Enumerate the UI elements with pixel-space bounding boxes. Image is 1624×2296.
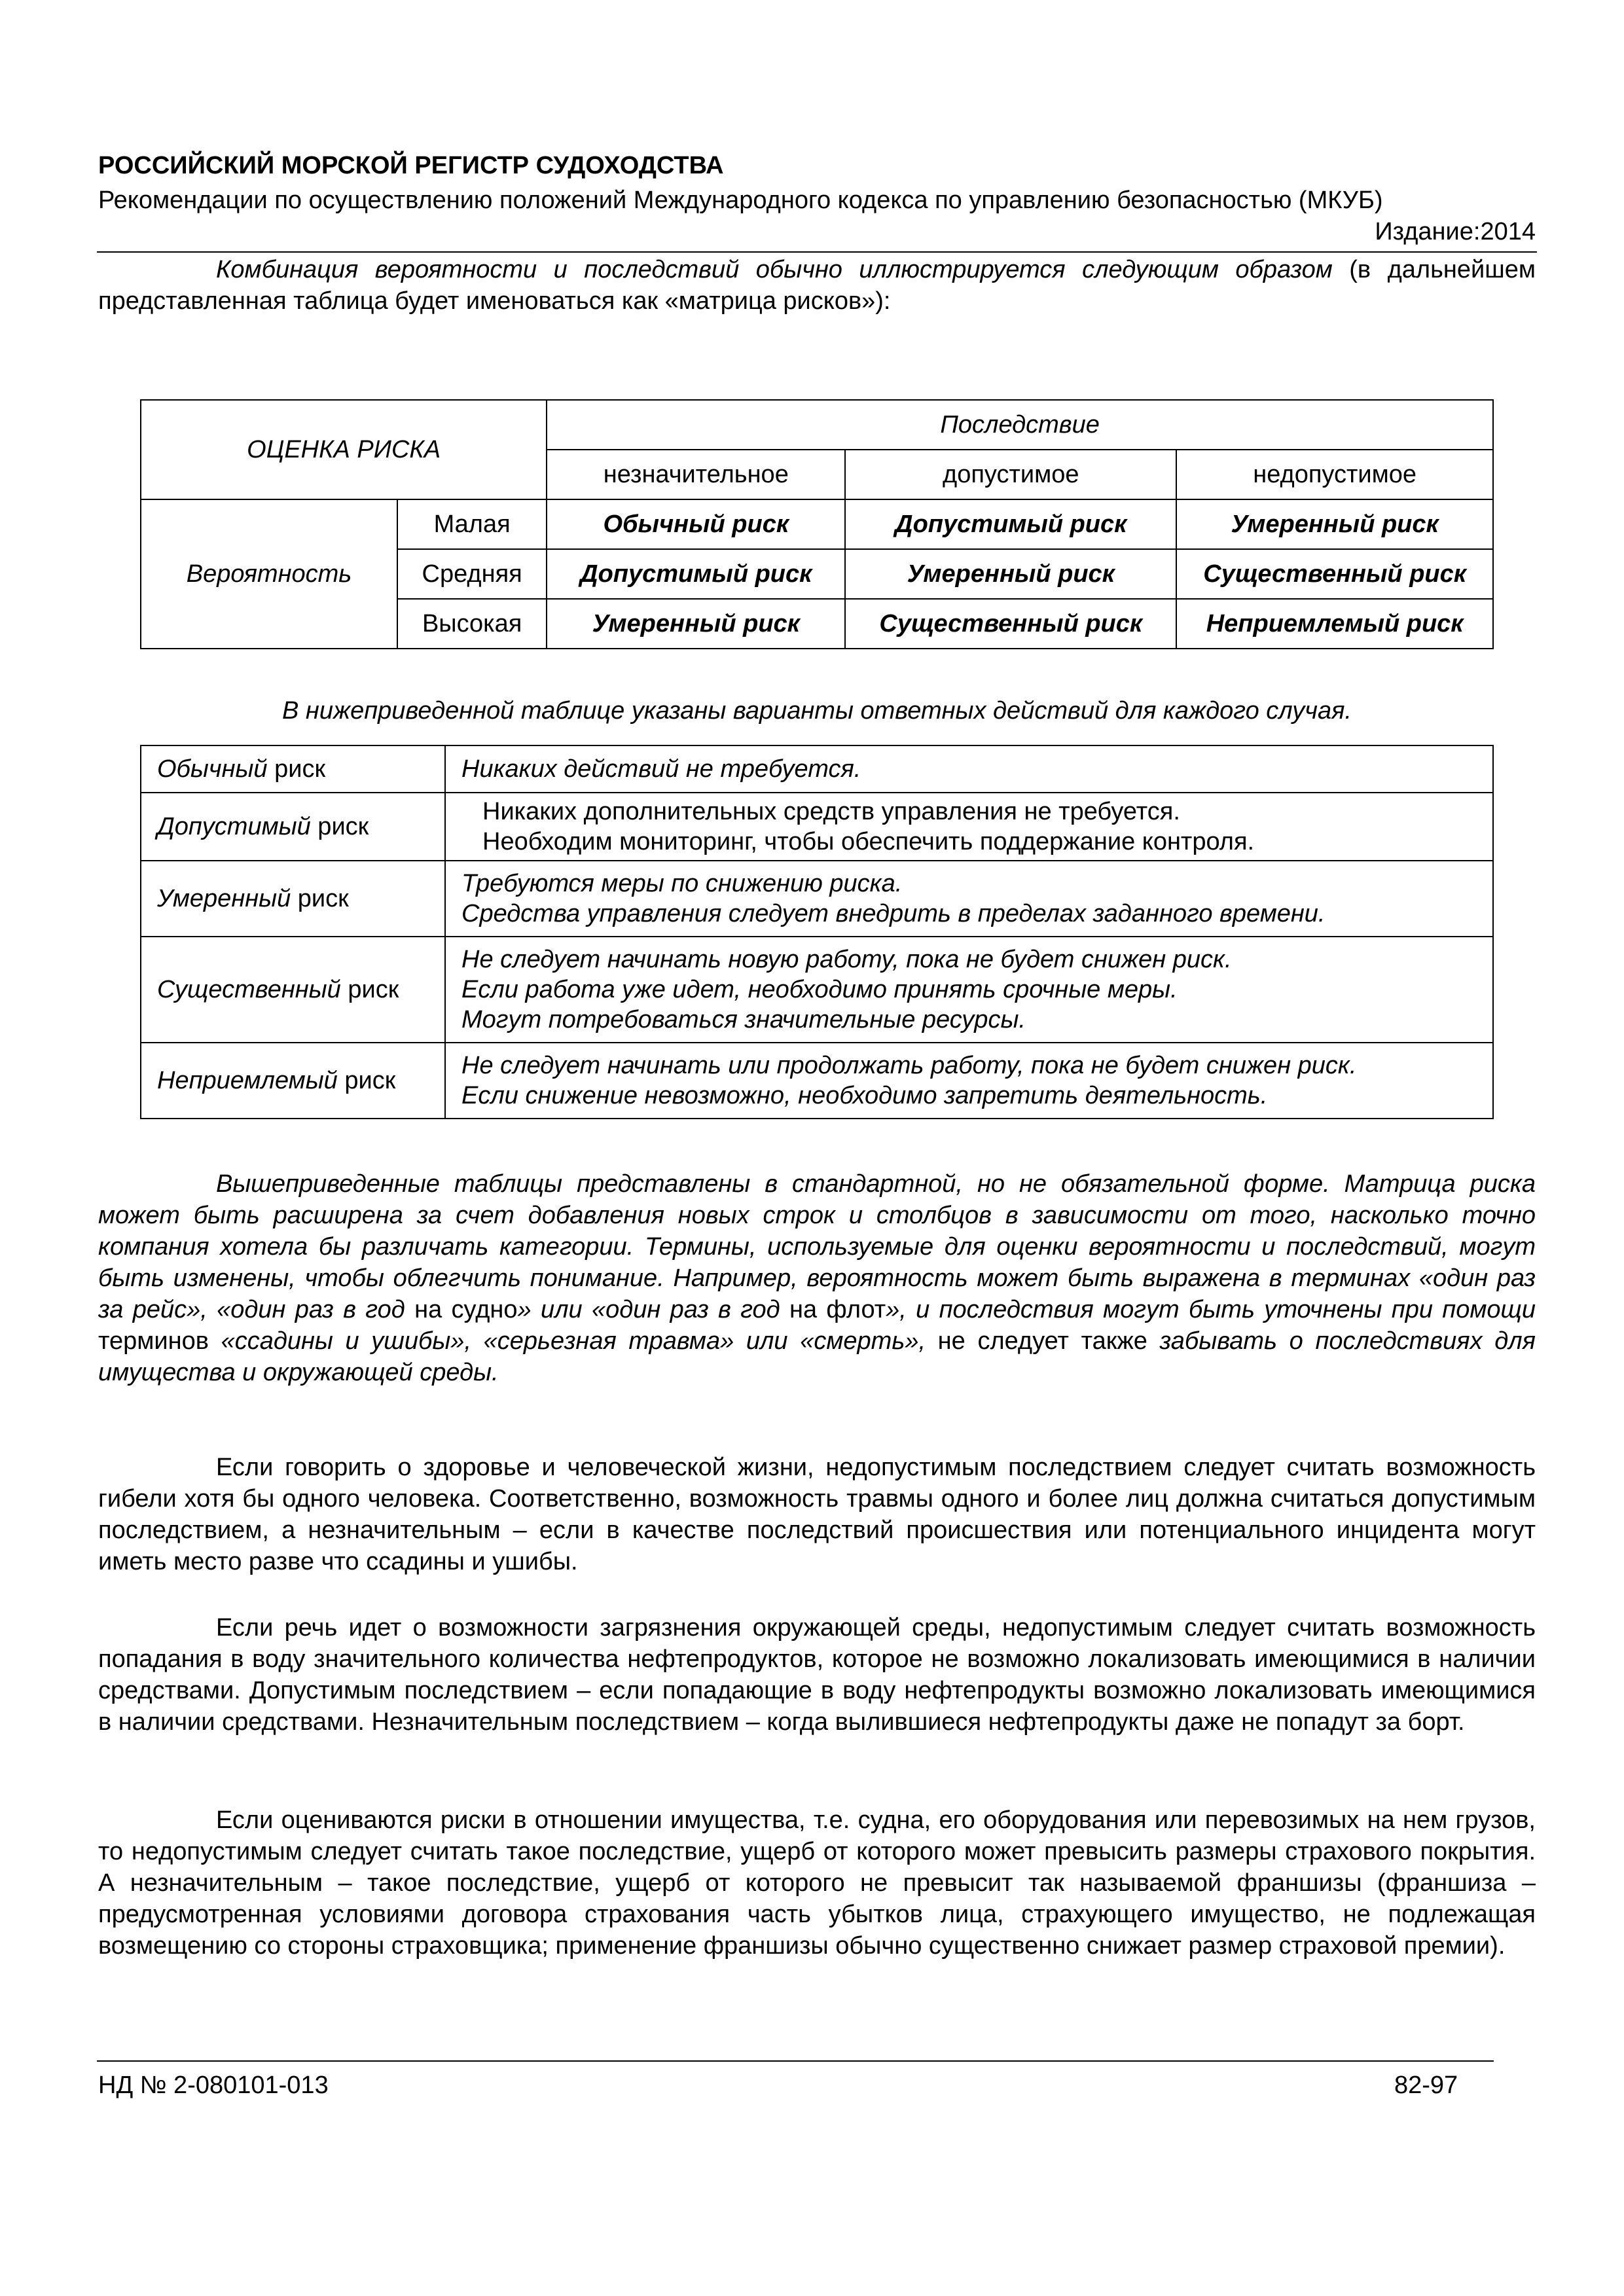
response-actions: Никаких дополнительных средств управления не требуется. Необходим мониторинг, чтобы обеспечить поддержание контроля. bbox=[445, 793, 1493, 861]
intro-normal: (в дальнейшем представленная таблица будет именоваться как «матрица рисков»): bbox=[98, 256, 1536, 315]
organization-title: РОССИЙСКИЙ МОРСКОЙ РЕГИСТР СУДОХОДСТВА bbox=[98, 152, 724, 179]
matrix-consequence-col: недопустимое bbox=[1176, 450, 1493, 499]
response-risk-name: Допустимый риск bbox=[141, 793, 445, 861]
matrix-cell: Существенный риск bbox=[1176, 549, 1493, 599]
document-subtitle: Рекомендации по осуществлению положений Международного кодекса по управлению безопасностью (МКУБ) bbox=[98, 187, 1383, 214]
matrix-cell: Умеренный риск bbox=[845, 549, 1176, 599]
risk-responses-table bbox=[140, 745, 1494, 1119]
matrix-probability-label: Вероятность bbox=[141, 499, 397, 649]
footer-doc-number: НД № 2-080101-013 bbox=[98, 2072, 329, 2099]
matrix-cell: Неприемлемый риск bbox=[1176, 599, 1493, 649]
edition-label: Издание:2014 bbox=[1375, 218, 1536, 245]
response-actions: Не следует начинать новую работу, пока не будет снижен риск. Если работа уже идет, необходимо принять срочные меры. Могут потребоваться значительные ресурсы. bbox=[445, 937, 1493, 1043]
matrix-cell: Допустимый риск bbox=[547, 549, 845, 599]
matrix-cell: Обычный риск bbox=[547, 499, 845, 549]
paragraph-matrix-notes: Вышеприведенные таблицы представлены в стандартной, но не обязательной форме. Матрица риска может быть расширена за счет добавления новых строк и столбцов в зависимости от того, насколько точно компания хотела бы различать категории. Термины, используемые для оценки вероятности и последствий, могут быть изменены, чтобы облегчить понимание. Например, вероятность может быть выражена в терминах «один раз за рейс», «один раз в год на судно» или «один раз в год на флот», и последствия могут быть уточнены при помощи терминов «ссадины и ушибы», «серьезная травма» или «смерть», не следует также забывать о последствиях для имущества и окружающей среды. bbox=[98, 1170, 1536, 1386]
footer-divider bbox=[97, 2060, 1494, 2062]
matrix-probability-level: Высокая bbox=[397, 599, 547, 649]
response-actions: Не следует начинать или продолжать работу, пока не будет снижен риск. Если снижение невозможно, необходимо запретить деятельность. bbox=[445, 1043, 1493, 1119]
response-risk-name: Неприемлемый риск bbox=[141, 1043, 445, 1119]
response-actions: Требуются меры по снижению риска. Средства управления следует внедрить в пределах заданного времени. bbox=[445, 861, 1493, 937]
matrix-consequence-label: Последствие bbox=[547, 400, 1493, 450]
matrix-cell: Существенный риск bbox=[845, 599, 1176, 649]
matrix-probability-level: Малая bbox=[397, 499, 547, 549]
matrix-cell: Умеренный риск bbox=[1176, 499, 1493, 549]
response-risk-name: Умеренный риск bbox=[141, 861, 445, 937]
matrix-corner: ОЦЕНКА РИСКА bbox=[141, 400, 547, 499]
paragraph-environment: Если речь идет о возможности загрязнения окружающей среды, недопустимым следует считать возможность попадания в воду значительного количества нефтепродуктов, которое не возможно локализовать имеющимися в наличии средствами. Допустимым последствием – если попадающие в воду нефтепродукты возможно локализовать имеющимися в наличии средствами. Незначительным последствием – когда вылившиеся нефтепродукты даже не попадут за борт. bbox=[98, 1614, 1536, 1736]
responses-caption: В нижеприведенной таблице указаны варианты ответных действий для каждого случая. bbox=[282, 697, 1352, 725]
matrix-consequence-col: допустимое bbox=[845, 450, 1176, 499]
header-divider bbox=[97, 251, 1537, 253]
matrix-consequence-col: незначительное bbox=[547, 450, 845, 499]
matrix-cell: Допустимый риск bbox=[845, 499, 1176, 549]
response-risk-name: Существенный риск bbox=[141, 937, 445, 1043]
matrix-cell: Умеренный риск bbox=[547, 599, 845, 649]
intro-italic: Комбинация вероятности и последствий обычно иллюстрируется следующим образом bbox=[216, 256, 1333, 283]
footer-page-number: 82-97 bbox=[1394, 2072, 1458, 2099]
paragraph-health: Если говорить о здоровье и человеческой жизни, недопустимым последствием следует считать возможность гибели хотя бы одного человека. Соответственно, возможность травмы одного и более лиц должна считаться допустимым последствием, а незначительным – если в качестве последствий происшествия или потенциального инцидента могут иметь место разве что ссадины и ушибы. bbox=[98, 1454, 1536, 1575]
matrix-probability-level: Средняя bbox=[397, 549, 547, 599]
response-actions: Никаких действий не требуется. bbox=[445, 745, 1493, 793]
response-risk-name: Обычный риск bbox=[141, 745, 445, 793]
risk-matrix-table bbox=[140, 399, 1494, 649]
intro-paragraph bbox=[98, 254, 1536, 317]
paragraph-property: Если оцениваются риски в отношении имущества, т.е. судна, его оборудования или перевозимых на нем грузов, то недопустимым следует считать такое последствие, ущерб от которого может превысить размеры страхового покрытия. А незначительным – такое последствие, ущерб от которого не превысит так называемой франшизы (франшиза – предусмотренная условиями договора страхования часть убытков лица, страхующего имущество, не подлежащая возмещению со стороны страховщика; применение франшизы обычно существенно снижает размер страховой премии). bbox=[98, 1806, 1536, 1960]
